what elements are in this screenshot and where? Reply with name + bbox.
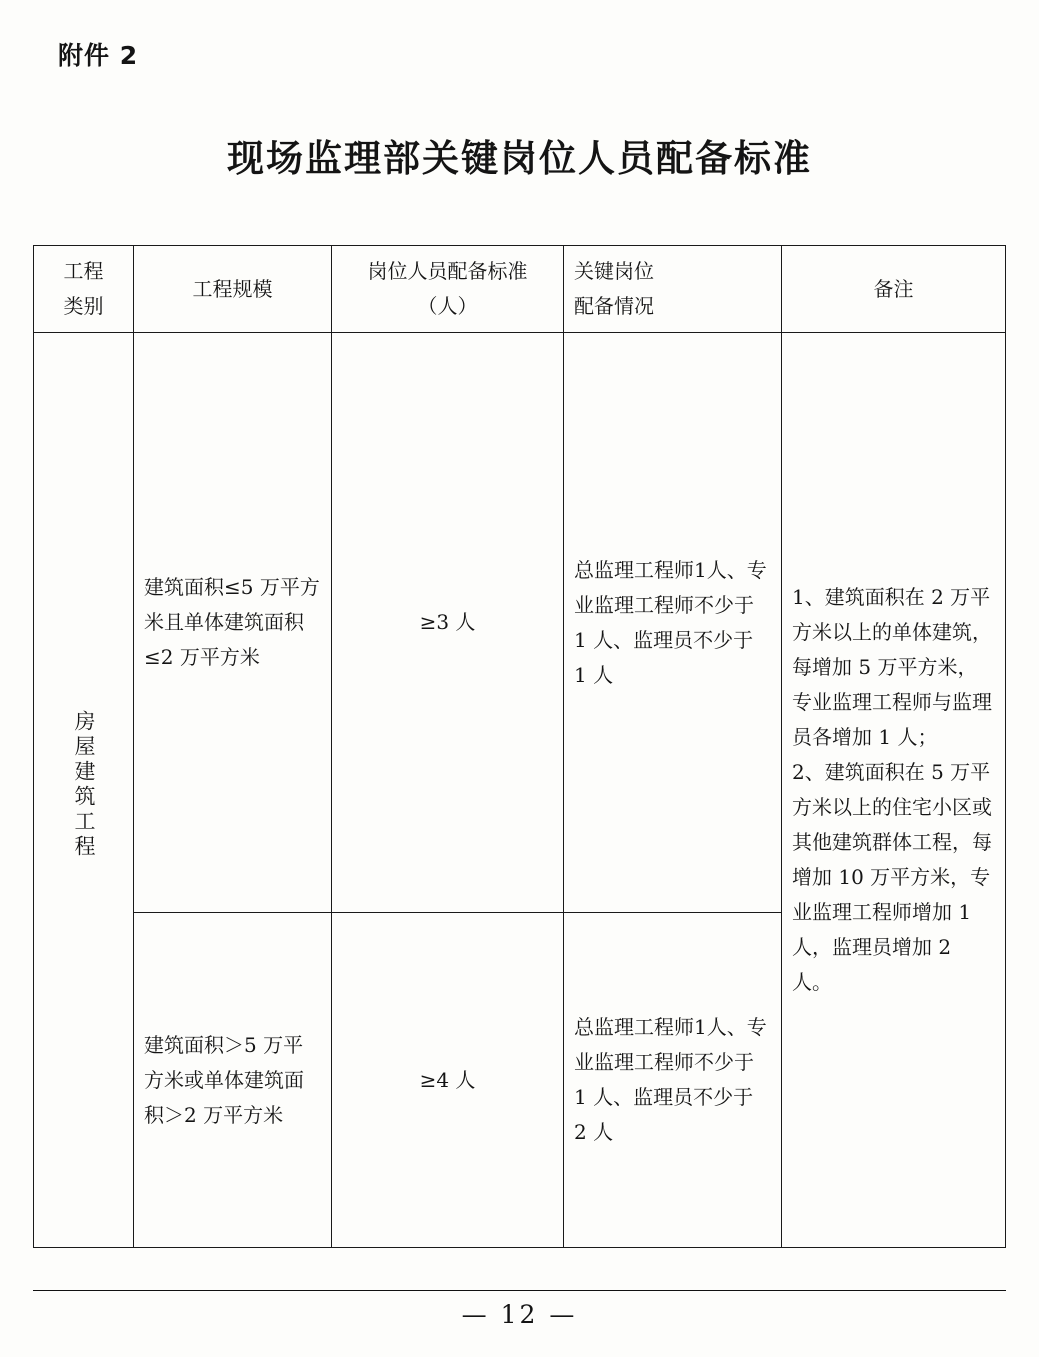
cell-project-type-label: 房屋建筑工程 [72,709,97,860]
page-number: — 12 — [461,1300,578,1329]
column-header-project-scale: 工程规模 [134,246,332,333]
table-row [34,333,1006,913]
column-header-key-positions [564,246,782,333]
column-header-remarks: 备注 [782,246,1006,333]
table-body [34,333,1006,1248]
table-header [34,246,1006,333]
column-header-project-type [34,246,134,333]
cell-remarks [782,333,1006,1248]
remark-item-1: 1、建筑面积在 2 万平方米以上的单体建筑，每增加 5 万平方米，专业监理工程师与监理员各增加 1 人； [792,585,992,749]
column-header-project-type-line2: 类别 [63,294,104,318]
column-header-staffing-standard-line1: 岗位人员配备标准 [367,259,528,283]
attachment-label: 附件 2 [58,41,139,70]
page-title: 现场监理部关键岗位人员配备标准 [227,137,812,180]
cell-key-positions: 总监理工程师1人、专业监理工程师不少于 1 人、监理员不少于 2 人 [564,913,782,1248]
column-header-key-positions-line1: 关键岗位 [574,259,654,283]
column-header-staffing-standard [332,246,564,333]
cell-staffing-standard: ≥3 人 [332,333,564,913]
cell-project-type [34,333,134,1248]
staffing-standard-table [33,245,1006,1248]
table-header-row [34,246,1006,333]
footer-divider [33,1290,1006,1291]
cell-project-scale: 建筑面积＞5 万平方米或单体建筑面积＞2 万平方米 [134,913,332,1248]
column-header-key-positions-line2: 配备情况 [574,294,654,318]
column-header-staffing-standard-line2: （人） [417,294,478,318]
remark-item-2: 2、建筑面积在 5 万平方米以上的住宅小区或其他建筑群体工程，每增加 10 万平方米，专业监理工程师增加 1 人，监理员增加 2 人。 [792,760,992,994]
cell-key-positions: 总监理工程师1人、专业监理工程师不少于 1 人、监理员不少于 1 人 [564,333,782,913]
cell-project-scale: 建筑面积≤5 万平方米且单体建筑面积≤2 万平方米 [134,333,332,913]
cell-staffing-standard: ≥4 人 [332,913,564,1248]
column-header-project-type-line1: 工程 [63,259,104,283]
